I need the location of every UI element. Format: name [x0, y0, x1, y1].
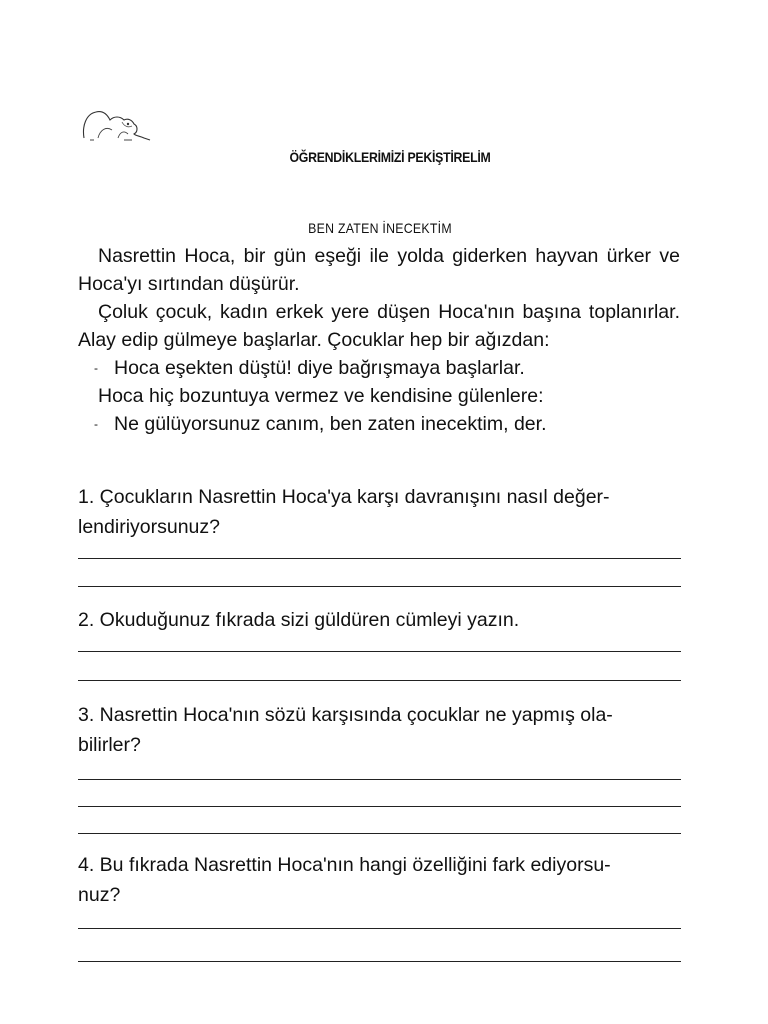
question-3-line-1: 3. Nasrettin Hoca'nın sözü karşısında çocuklar ne yapmış ola-	[78, 704, 613, 726]
story-paragraph-1: Nasrettin Hoca, bir gün eşeği ile yolda giderken hayvan ürker ve Hoca'yı sırtından düşürür.	[78, 245, 680, 295]
story-paragraph-2: Çoluk çocuk, kadın erkek yere düşen Hoca'nın başına toplanırlar. Alay edip gülmeye başlarlar. Çocuklar hep bir ağızdan:	[78, 301, 680, 351]
story-text	[78, 242, 680, 438]
answer-line[interactable]	[78, 779, 681, 780]
question-1-line-2: lendiriyorsunuz?	[78, 516, 220, 538]
question-4	[78, 850, 682, 910]
answer-line[interactable]	[78, 806, 681, 807]
question-1-line-1: 1. Çocukların Nasrettin Hoca'ya karşı davranışını nasıl değer-	[78, 486, 610, 508]
dialogue-text-1: Hoca eşekten düştü! diye bağrışmaya başlarlar.	[114, 357, 525, 379]
question-2-line-1: 2. Okuduğunuz fıkrada sizi güldüren cümleyi yazın.	[78, 609, 520, 631]
question-4-line-1: 4. Bu fıkrada Nasrettin Hoca'nın hangi özelliğini fark ediyorsu-	[78, 854, 611, 876]
answer-line[interactable]	[78, 558, 681, 559]
dialogue-line-1	[78, 354, 680, 382]
dialogue-line-2	[78, 410, 680, 438]
answer-line[interactable]	[78, 586, 681, 587]
answer-line[interactable]	[78, 928, 681, 929]
dash-marker: -	[94, 361, 98, 375]
question-4-line-2: nuz?	[78, 884, 121, 906]
answer-line[interactable]	[78, 651, 681, 652]
question-2	[78, 605, 682, 635]
question-3	[78, 700, 682, 760]
answer-line[interactable]	[78, 680, 681, 681]
page-title: ÖĞRENDİKLERİMİZİ PEKİŞTİRELİM	[289, 149, 491, 165]
answer-line[interactable]	[78, 961, 681, 962]
question-1	[78, 482, 682, 542]
story-title: BEN ZATEN İNECEKTİM	[308, 220, 452, 236]
answer-line[interactable]	[78, 833, 681, 834]
dash-marker: -	[94, 417, 98, 431]
donkey-sketch-icon	[78, 104, 158, 146]
story-paragraph-3: Hoca hiç bozuntuya vermez ve kendisine gülenlere:	[98, 385, 544, 407]
question-3-line-2: bilirler?	[78, 734, 141, 756]
dialogue-text-2: Ne gülüyorsunuz canım, ben zaten inecektim, der.	[114, 413, 547, 435]
